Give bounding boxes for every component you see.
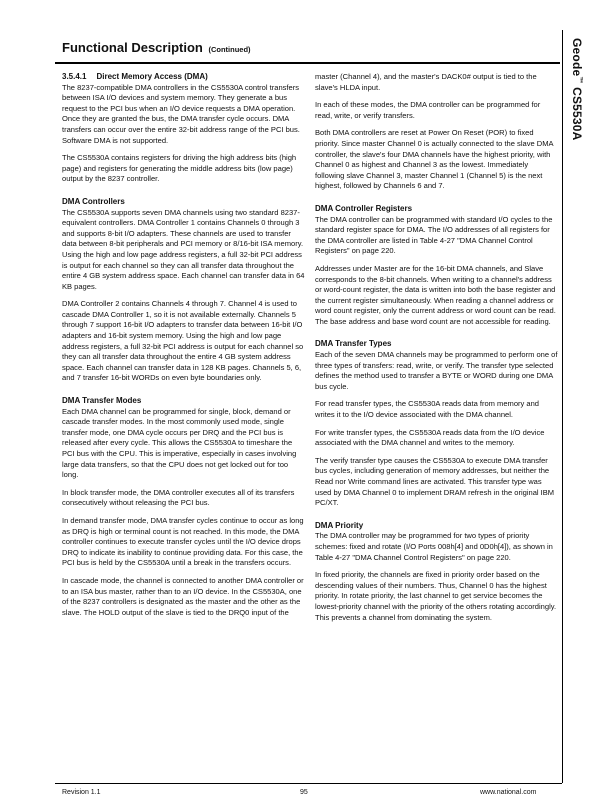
footer-url: www.national.com xyxy=(480,789,537,796)
section-title: Direct Memory Access (DMA) xyxy=(96,72,208,81)
paragraph: DMA Controller 2 contains Channels 4 through 7. Channel 4 is used to cascade DMA Controller 1, so it is not available externally. Channels 5 through 7 support 16-bit I/O adapters to transfer data between 16-bit I/O adapters and 16-bit system memory. Using the high and low page address registers, a full 32-bit PCI address is output for each channel so they can all transfer data throughout the entire 4 GB system address space. Each channel can transfer data in 128 KB pages. Channels 5, 6, and 7 transfer 16-bit WORDs on even byte boundaries only. xyxy=(62,299,304,383)
paragraph: The DMA controller can be programmed with standard I/O cycles to the standard register space for DMA. The I/O addresses of all registers for the DMA controller are listed in Table 4-27 "DMA Channel Control Registers" on page 220. xyxy=(315,214,553,256)
heading-dma-controller-registers: DMA Controller Registers xyxy=(315,203,413,213)
paragraph: In cascade mode, the channel is connected to another DMA controller or to an ISA bus master, rather than to an I/O device. In the CS5530A, one of the 8237 controllers is designated as the master and the other as the slave. The HOLD output of the slave is tied to the DRQ0 input of the xyxy=(62,575,304,617)
paragraph: The verify transfer type causes the CS5530A to execute DMA transfer bus cycles, including generation of memory addresses, but neither the Read nor Write command lines are activated. This transfer type was used by DMA Channel 0 to implement DRAM refresh in the original IBM PC/XT. xyxy=(315,455,555,508)
right-column xyxy=(315,72,559,630)
page-title xyxy=(62,40,251,55)
paragraph: In block transfer mode, the DMA controller executes all of its transfers consecutively without releasing the PCI bus. xyxy=(62,487,295,508)
side-rule xyxy=(562,30,563,783)
paragraph: In each of these modes, the DMA controller can be programmed for read, write, or verify transfers. xyxy=(315,100,541,120)
paragraph: For read transfer types, the CS5530A reads data from memory and writes it to the I/O device associated with the DMA channel. xyxy=(315,399,540,420)
footer-revision: Revision 1.1 xyxy=(62,789,101,796)
paragraph: The DMA controller may be programmed for two types of priority schemes: fixed and rotate (I/O Ports 008h[4] and 0D0h[4]), as shown in Table 4-27 "DMA Channel Control Registers" on page 220. xyxy=(315,531,553,562)
section-heading-dma xyxy=(62,72,306,83)
heading-dma-transfer-types: DMA Transfer Types xyxy=(315,339,392,349)
section-number: 3.5.4.1 xyxy=(62,72,87,81)
footer-page-number: 95 xyxy=(300,789,308,796)
paragraph: Addresses under Master are for the 16-bit DMA channels, and Slave corresponds to the 8-bit channels. When writing to a channel's address or word-count register, the data is written into both the base register and the current register simultaneously. When reading a channel address or word count register, only the current address or word count can be read. The base address and base word count are not accessible for reading. xyxy=(315,263,556,326)
paragraph: The CS5530A supports seven DMA channels using two standard 8237-equivalent controllers. DMA Controller 1 contains Channels 0 through 3 and supports 8-bit I/O adapters. These channels are used to transfer data between 8-bit peripherals and PCI memory or 8/16-bit ISA memory. Using the high and low page address registers, a full 32-bit PCI address is output for each channel so they can all transfer data throughout the entire 4 GB system address space. Each channel can transfer data in 64 KB pages. xyxy=(62,207,305,291)
heading-dma-priority: DMA Priority xyxy=(315,520,364,530)
paragraph: In demand transfer mode, DMA transfer cycles continue to occur as long as DRQ is high or terminal count is not reached. In this mode, the DMA controller continues to execute transfer cycles until the I/O device drops DRQ to indicate its inability to continue providing data. For this case, the PCI bus is held by the CS5530A until a break in the transfers occurs. xyxy=(62,515,304,568)
paragraph: The 8237-compatible DMA controllers in the CS5530A control transfers between ISA I/O devices and system memory. They generate a bus request to the PCI bus when an I/O device requests a DMA operation. Once they are granted the bus, the DMA transfer cycle occurs. DMA transfers can occur over the entire 32-bit address range of the PCI bus. Software DMA is not supported. xyxy=(62,82,300,145)
title-text: Functional Description xyxy=(62,40,203,55)
title-rule xyxy=(55,62,560,64)
left-column xyxy=(62,72,306,625)
footer-rule xyxy=(55,783,562,784)
paragraph: Each of the seven DMA channels may be programmed to perform one of three types of transfers: read, write, or verify. The transfer type selected defines the method used to transfer a BYTE or WORD during one DMA bus cycle. xyxy=(315,350,558,391)
heading-dma-controllers: DMA Controllers xyxy=(62,196,125,206)
paragraph: master (Channel 4), and the master's DACK0# output is tied to the slave's HLDA input. xyxy=(315,72,537,92)
heading-dma-transfer-modes: DMA Transfer Modes xyxy=(62,396,142,406)
title-continued: (Continued) xyxy=(208,45,251,54)
paragraph: The CS5530A contains registers for driving the high address bits (high page) and registers for generating the middle address bits (low page) output by the 8237 controller. xyxy=(62,153,297,184)
product-name: Geode™ CS5530A xyxy=(570,38,584,141)
paragraph: Both DMA controllers are reset at Power On Reset (POR) to fixed priority. Since master Channel 0 is actually connected to the slave DMA controller, the slave's four DMA channels have the highest priority, with Channel 0 as highest and Channel 3 as the lowest. Immediately following slave Channel 3, master Channel 1 (Channel 5) is the next highest, followed by Channels 6 and 7. xyxy=(315,128,554,191)
paragraph: For write transfer types, the CS5530A reads data from the I/O device associated with the DMA channel and writes to the memory. xyxy=(315,427,545,448)
paragraph: In fixed priority, the channels are fixed in priority order based on the descending values of their numbers. Thus, Channel 0 has the highest priority. In rotate priority, the last channel to get service becomes the lowest-priority channel with the priority of the others rotating accordingly. This prevents a channel from dominating the system. xyxy=(315,570,557,622)
paragraph: Each DMA channel can be programmed for single, block, demand or cascade transfer modes. In the most commonly used mode, single transfer mode, one DMA cycle occurs per DRQ and the PCI bus is released after every cycle. This allows the CS5530A to timeshare the PCI bus with the CPU. This is imperative, especially in cases involving large data transfers, so that the CPU does not get locked out for too long. xyxy=(62,406,297,480)
